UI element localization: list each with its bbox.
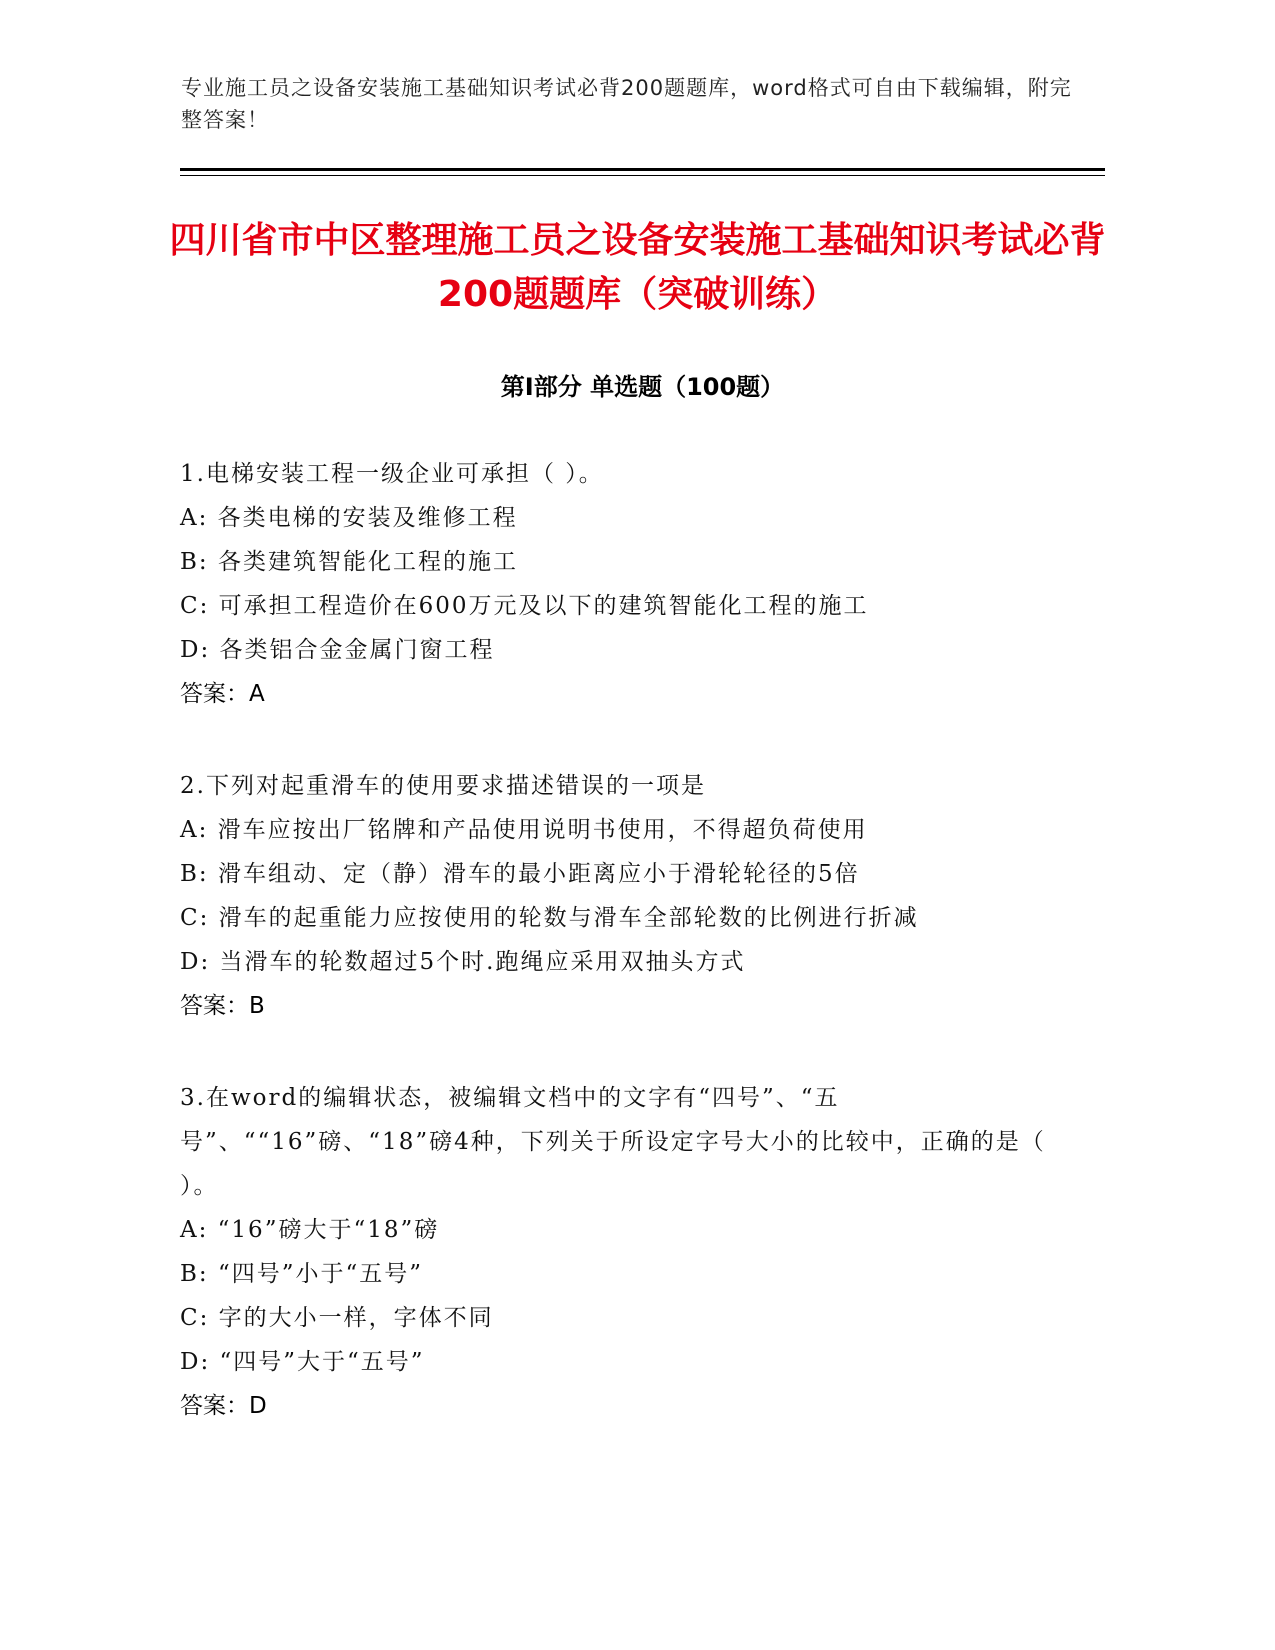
option-c: C: 字的大小一样，字体不同 <box>180 1305 494 1331</box>
question-2 <box>180 764 1060 1028</box>
header-note: 专业施工员之设备安装施工基础知识考试必背200题题库，word格式可自由下载编辑，附完整答案！ <box>181 76 1072 132</box>
question-1 <box>180 452 1060 716</box>
answer: 答案：B <box>180 993 265 1019</box>
option-d: D: “四号”大于“五号” <box>180 1349 425 1375</box>
question-stem: 1.电梯安装工程一级企业可承担（ ）。 <box>180 461 604 487</box>
option-c: C: 可承担工程造价在600万元及以下的建筑智能化工程的施工 <box>180 593 869 619</box>
option-a: A: 滑车应按出厂铭牌和产品使用说明书使用，不得超负荷使用 <box>180 817 868 843</box>
question-list <box>180 452 1060 1476</box>
option-d: D: 当滑车的轮数超过5个时.跑绳应采用双抽头方式 <box>180 949 746 975</box>
section-heading: 第Ⅰ部分 单选题（100题） <box>500 373 785 401</box>
option-d: D: 各类铝合金金属门窗工程 <box>180 637 495 663</box>
answer: 答案：D <box>180 1393 267 1419</box>
header-rule-thin <box>180 175 1105 176</box>
question-3 <box>180 1076 1060 1428</box>
option-b: B: 滑车组动、定（静）滑车的最小距离应小于滑轮轮径的5倍 <box>180 861 860 887</box>
header-rule-thick <box>180 168 1105 171</box>
document-title: 四川省市中区整理施工员之设备安装施工基础知识考试必背200题题库（突破训练） <box>169 220 1106 315</box>
option-b: B: “四号”小于“五号” <box>180 1261 423 1287</box>
option-c: C: 滑车的起重能力应按使用的轮数与滑车全部轮数的比例进行折减 <box>180 905 919 931</box>
question-stem: 2.下列对起重滑车的使用要求描述错误的一项是 <box>180 773 706 799</box>
option-b: B: 各类建筑智能化工程的施工 <box>180 549 518 575</box>
answer: 答案：A <box>180 681 265 707</box>
option-a: A: “16”磅大于“18”磅 <box>180 1217 440 1243</box>
option-a: A: 各类电梯的安装及维修工程 <box>180 505 518 531</box>
question-stem: 3.在word的编辑状态，被编辑文档中的文字有“四号”、“五号”、““16”磅、“18”磅4种，下列关于所设定字号大小的比较中，正确的是（ ）。 <box>180 1085 1046 1199</box>
